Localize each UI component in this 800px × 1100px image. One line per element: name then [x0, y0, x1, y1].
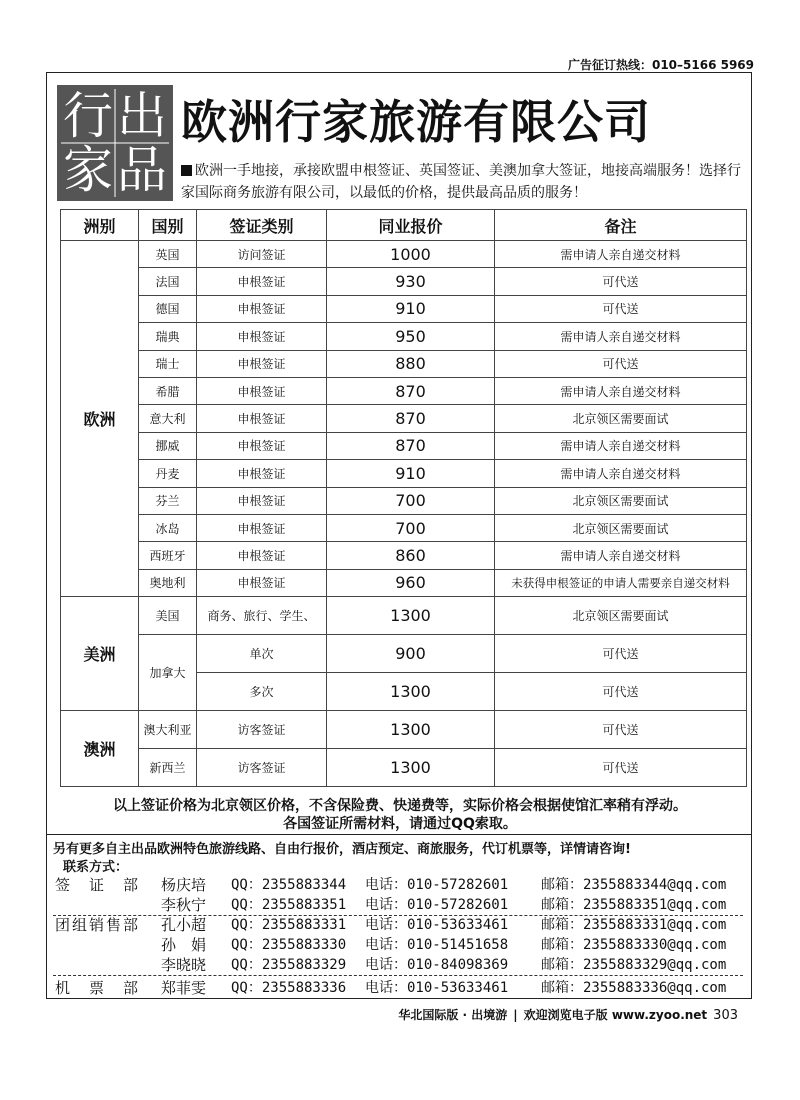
- visa-type-cell: 申根签证: [197, 350, 327, 377]
- contact-dept: 机 票 部: [55, 979, 141, 997]
- price-cell: 900: [327, 635, 495, 673]
- contact-phone: 电话：010-57282601: [365, 877, 509, 893]
- country-cell: 英国: [139, 241, 197, 268]
- country-cell: 芬兰: [139, 487, 197, 514]
- ad-hotline: 广告征订热线：010–5166 5969: [567, 58, 754, 72]
- price-cell: 1000: [327, 241, 495, 268]
- table-row: [61, 323, 747, 350]
- visa-type-cell: 访问签证: [197, 241, 327, 268]
- table-row: [61, 635, 747, 673]
- visa-type-cell: 申根签证: [197, 377, 327, 404]
- table-row: [61, 350, 747, 377]
- table-row: [61, 749, 747, 787]
- note-cell: 可代送: [495, 350, 747, 377]
- contact-email: 邮箱：2355883329@qq.com: [541, 957, 727, 973]
- company-intro-text: 欧洲一手地接，承接欧盟申根签证、英国签证、美澳加拿大签证，地接高端服务！选择行家国际商务旅游有限公司，以最低的价格，提供最高品质的服务！: [181, 163, 741, 201]
- price-cell: 870: [327, 377, 495, 404]
- country-cell: 丹麦: [139, 460, 197, 487]
- country-cell: 挪威: [139, 432, 197, 459]
- country-cell: 澳大利亚: [139, 711, 197, 749]
- visa-type-cell: 申根签证: [197, 432, 327, 459]
- price-cell: 870: [327, 405, 495, 432]
- note-cell: 需申请人亲自递交材料: [495, 377, 747, 404]
- note-cell: 可代送: [495, 711, 747, 749]
- contact-qq: QQ：2355883329: [231, 957, 347, 973]
- price-cell: 960: [327, 569, 495, 596]
- continent-cell: 美洲: [61, 597, 139, 711]
- visa-type-cell: 申根签证: [197, 323, 327, 350]
- visa-type-cell: 单次: [197, 635, 327, 673]
- section-divider: [47, 834, 751, 835]
- contact-email: 邮箱：2355883331@qq.com: [541, 917, 727, 933]
- contact-email: 邮箱：2355883330@qq.com: [541, 937, 727, 953]
- country-cell: 德国: [139, 295, 197, 322]
- price-cell: 1300: [327, 711, 495, 749]
- bullet-square-icon: [181, 165, 192, 176]
- country-cell: 美国: [139, 597, 197, 635]
- visa-type-cell: 申根签证: [197, 268, 327, 295]
- contact-email: 邮箱：2355883336@qq.com: [541, 980, 727, 996]
- table-row: [61, 405, 747, 432]
- note-cell: 可代送: [495, 749, 747, 787]
- more-services: 另有更多自主出品欧洲特色旅游线路、自由行报价，酒店预定、商旅服务，代订机票等，详情请咨询!: [53, 842, 631, 857]
- price-cell: 910: [327, 460, 495, 487]
- table-row: [61, 295, 747, 322]
- contact-dept: 签 证 部: [55, 876, 141, 894]
- contact-phone: 电话：010-57282601: [365, 897, 509, 913]
- contact-row: [53, 915, 743, 935]
- price-cell: 1300: [327, 597, 495, 635]
- table-row: [61, 597, 747, 635]
- visa-type-cell: 申根签证: [197, 460, 327, 487]
- company-logo: [57, 85, 173, 201]
- price-cell: 950: [327, 323, 495, 350]
- contact-phone: 电话：010-84098369: [365, 957, 509, 973]
- table-row: [61, 268, 747, 295]
- header-country: 国别: [139, 210, 197, 241]
- visa-type-cell: 商务、旅行、学生、: [197, 597, 327, 635]
- price-cell: 860: [327, 542, 495, 569]
- country-cell: 奥地利: [139, 569, 197, 596]
- visa-type-cell: 访客签证: [197, 749, 327, 787]
- company-name: 欧洲行家旅游有限公司: [181, 95, 651, 149]
- note-cell: 可代送: [495, 635, 747, 673]
- contact-row: [53, 955, 743, 976]
- note-cell: 北京领区需要面试: [495, 405, 747, 432]
- publication-name: 华北国际版 · 出境游: [398, 1008, 508, 1022]
- contact-row: [53, 875, 743, 895]
- note-cell: 未获得申根签证的申请人需要亲自递交材料: [495, 569, 747, 596]
- price-cell: 930: [327, 268, 495, 295]
- table-row: [61, 542, 747, 569]
- table-row: [61, 569, 747, 596]
- country-cell: 西班牙: [139, 542, 197, 569]
- table-row: [61, 241, 747, 268]
- contact-qq: QQ：2355883330: [231, 937, 347, 953]
- contact-qq: QQ：2355883351: [231, 897, 347, 913]
- continent-cell: 欧洲: [61, 241, 139, 597]
- price-disclaimer: 以上签证价格为北京领区价格，不含保险费、快递费等，实际价格会根据使馆汇率稍有浮动。: [113, 798, 687, 814]
- contact-qq: QQ：2355883336: [231, 980, 347, 996]
- visa-type-cell: 申根签证: [197, 514, 327, 541]
- price-cell: 700: [327, 487, 495, 514]
- logo-char: 品: [117, 141, 167, 199]
- note-cell: 需申请人亲自递交材料: [495, 460, 747, 487]
- price-cell: 1300: [327, 673, 495, 711]
- company-intro: [181, 160, 749, 204]
- country-cell: 瑞士: [139, 350, 197, 377]
- table-row: [61, 711, 747, 749]
- contact-name: 孔小超: [161, 916, 207, 934]
- contact-qq: QQ：2355883344: [231, 877, 347, 893]
- country-cell: 意大利: [139, 405, 197, 432]
- country-cell: 冰岛: [139, 514, 197, 541]
- visa-price-table: [60, 209, 747, 787]
- welcome-link[interactable]: 欢迎浏览电子版 www.zyoo.net: [523, 1008, 708, 1022]
- contact-row: [53, 895, 743, 916]
- contact-name: 李晓晓: [161, 956, 207, 974]
- note-cell: 需申请人亲自递交材料: [495, 323, 747, 350]
- country-cell: 法国: [139, 268, 197, 295]
- logo-char: 家: [63, 141, 113, 199]
- contact-dept: 团组销售部: [55, 916, 141, 934]
- table-row: [61, 432, 747, 459]
- contact-phone: 电话：010-53633461: [365, 917, 509, 933]
- contact-phone: 电话：010-53633461: [365, 980, 509, 996]
- ad-frame: [46, 72, 752, 999]
- note-cell: 需申请人亲自递交材料: [495, 432, 747, 459]
- visa-type-cell: 申根签证: [197, 569, 327, 596]
- contact-email: 邮箱：2355883351@qq.com: [541, 897, 727, 913]
- contact-email: 邮箱：2355883344@qq.com: [541, 877, 727, 893]
- header-price: 同业报价: [327, 210, 495, 241]
- page-footer: [398, 1006, 738, 1023]
- visa-type-cell: 申根签证: [197, 295, 327, 322]
- price-cell: 870: [327, 432, 495, 459]
- visa-type-cell: 申根签证: [197, 405, 327, 432]
- materials-note: 各国签证所需材料，请通过QQ索取。: [283, 816, 517, 832]
- note-cell: 需申请人亲自递交材料: [495, 542, 747, 569]
- table-header-row: [61, 210, 747, 241]
- visa-type-cell: 访客签证: [197, 711, 327, 749]
- price-cell: 1300: [327, 749, 495, 787]
- continent-cell: 澳洲: [61, 711, 139, 787]
- country-cell: 希腊: [139, 377, 197, 404]
- footer-separator: |: [513, 1008, 518, 1022]
- note-cell: 需申请人亲自递交材料: [495, 241, 747, 268]
- contact-name: 李秋宁: [161, 896, 207, 914]
- table-row: [61, 460, 747, 487]
- table-row: [61, 487, 747, 514]
- header-note: 备注: [495, 210, 747, 241]
- visa-type-cell: 多次: [197, 673, 327, 711]
- header-continent: 洲别: [61, 210, 139, 241]
- contact-name: 孙 娟: [161, 936, 207, 954]
- note-cell: 北京领区需要面试: [495, 514, 747, 541]
- table-row: [61, 514, 747, 541]
- price-cell: 880: [327, 350, 495, 377]
- visa-type-cell: 申根签证: [197, 542, 327, 569]
- contact-row: [53, 978, 743, 998]
- country-cell: 瑞典: [139, 323, 197, 350]
- logo-char: 行: [63, 87, 113, 145]
- price-cell: 700: [327, 514, 495, 541]
- price-cell: 910: [327, 295, 495, 322]
- note-cell: 可代送: [495, 268, 747, 295]
- logo-char: 出: [117, 87, 167, 145]
- country-cell: 加拿大: [139, 635, 197, 711]
- contact-label: 联系方式：: [63, 860, 129, 875]
- contact-name: 杨庆培: [161, 876, 207, 894]
- page-number: 303: [713, 1008, 738, 1023]
- header-visa-type: 签证类别: [197, 210, 327, 241]
- note-cell: 北京领区需要面试: [495, 487, 747, 514]
- contact-phone: 电话：010-51451658: [365, 937, 509, 953]
- note-cell: 可代送: [495, 295, 747, 322]
- visa-type-cell: 申根签证: [197, 487, 327, 514]
- contact-qq: QQ：2355883331: [231, 917, 347, 933]
- contact-name: 郑菲雯: [161, 979, 207, 997]
- note-cell: 可代送: [495, 673, 747, 711]
- table-row: [61, 377, 747, 404]
- country-cell: 新西兰: [139, 749, 197, 787]
- note-cell: 北京领区需要面试: [495, 597, 747, 635]
- contact-row: [53, 935, 743, 955]
